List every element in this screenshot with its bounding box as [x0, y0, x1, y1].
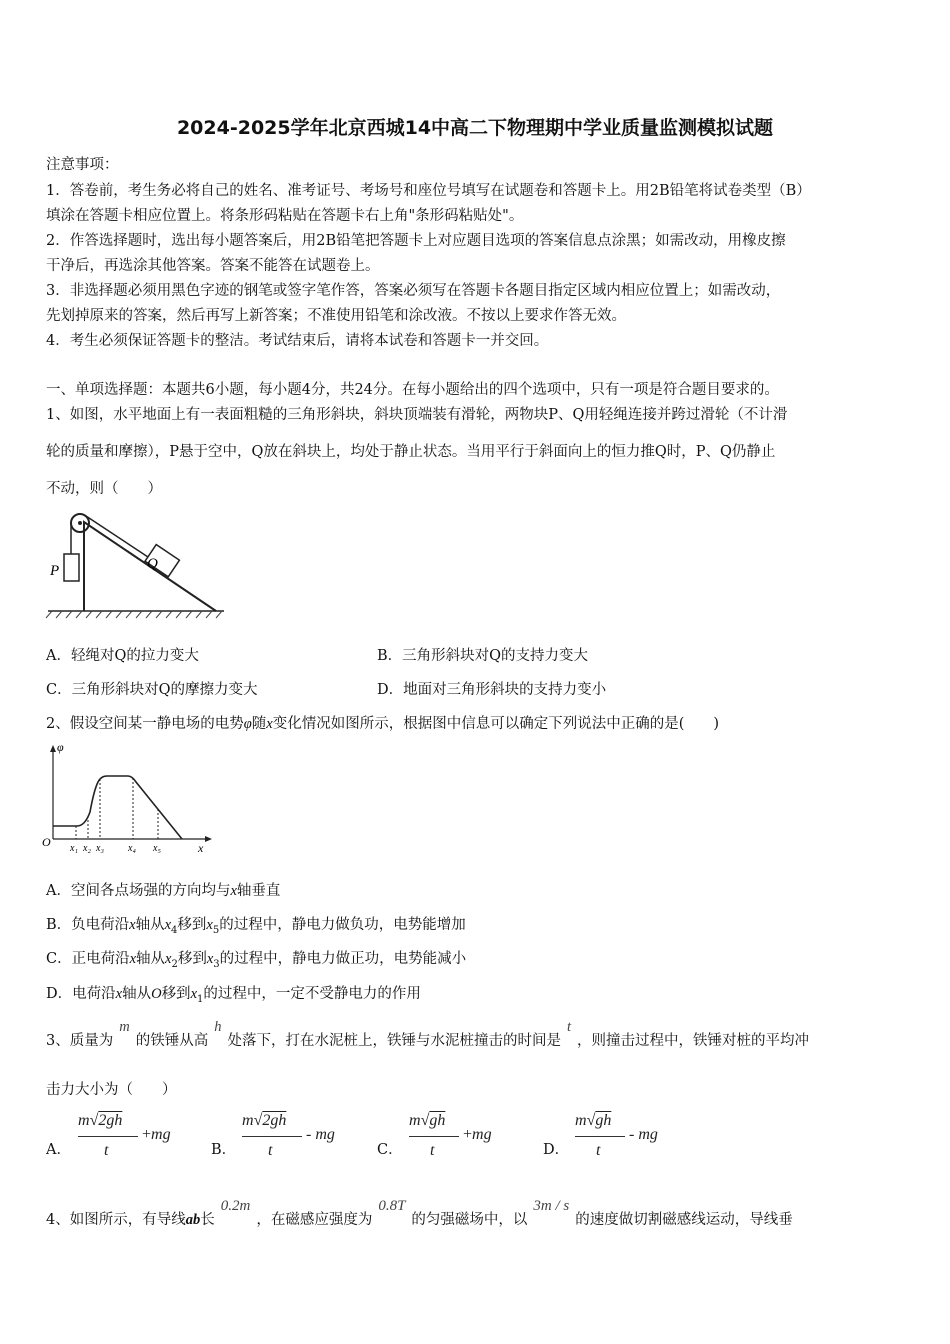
q1-stem-line: 1、如图，水平地面上有一表面粗糙的三角形斜块，斜块顶端装有滑轮，两物块P、Q用轻绳连接并跨过滑轮（不计滑: [46, 407, 788, 423]
notice-line: 1．答卷前，考生务必将自己的姓名、准考证号、考场号和座位号填写在试题卷和答题卡上。用2B铅笔将试卷类型（B）: [46, 183, 811, 199]
q3-option-d-formula[interactable]: m√gh t - mg: [575, 1112, 658, 1159]
label-q: Q: [147, 556, 158, 572]
potential-graph: [40, 742, 215, 854]
q3-option-c-formula[interactable]: m√gh t +mg: [409, 1112, 492, 1159]
q1-stem-line: 轮的质量和摩擦），P悬于空中，Q放在斜块上，均处于静止状态。当用平行于斜面向上的恒力推Q时，P、Q仍静止: [46, 444, 776, 460]
origin-label: O: [42, 835, 51, 849]
tick-x2: x₂: [83, 843, 91, 854]
tick-x3: x₃: [96, 843, 104, 854]
q4-stem: 4、如图所示，有导线ab长0.2m，在磁感应强度为0.8T的匀强磁场中，以3m / s的速度做切割磁感线运动，导线垂: [46, 1198, 793, 1228]
q2-option-d[interactable]: D．电荷沿x轴从O移到$x_1$的过程中，一定不受静电力的作用: [46, 986, 421, 1005]
q3-option-a-formula[interactable]: m√2gh t +mg: [78, 1112, 171, 1159]
q1-option-b[interactable]: B．三角形斜块对Q的支持力变大: [377, 648, 589, 664]
q3-stem-line2: 击力大小为（ ）: [46, 1082, 177, 1098]
q3-option-b-formula[interactable]: m√2gh t - mg: [242, 1112, 335, 1159]
tick-x5: x₅: [153, 843, 161, 854]
q3-option-c-label[interactable]: C．: [377, 1142, 403, 1158]
q1-option-a[interactable]: A．轻绳对Q的拉力变大: [46, 648, 199, 664]
section-heading: 一、单项选择题：本题共6小题，每小题4分，共24分。在每小题给出的四个选项中，只有一项是符合题目要求的。: [46, 382, 779, 398]
notice-line: 先划掉原来的答案，然后再写上新答案；不准使用铅笔和涂改液。不按以上要求作答无效。: [46, 308, 626, 324]
q2-option-c[interactable]: C．正电荷沿x轴从$x_2$移到$x_3$的过程中，静电力做正功，电势能减小: [46, 951, 467, 970]
q1-stem-line: 不动，则（ ）: [46, 481, 162, 497]
axis-x-label: x: [198, 841, 204, 854]
notice-line: 3．非选择题必须用黑色字迹的钢笔或签字笔作答，答案必须写在答题卡各题目指定区域内相应位置上；如需改动，: [46, 283, 781, 299]
q1-option-c[interactable]: C．三角形斜块对Q的摩擦力变大: [46, 682, 258, 698]
q2-option-a[interactable]: A．空间各点场强的方向均与x轴垂直: [46, 883, 281, 899]
q2-option-b[interactable]: B．负电荷沿x轴从$x_4$移到$x_5$的过程中，静电力做负功，电势能增加: [46, 917, 466, 936]
tick-x1: x₁: [70, 843, 78, 854]
notice-line: 4．考生必须保证答题卡的整洁。考试结束后，请将本试卷和答题卡一并交回。: [46, 333, 549, 349]
q3-option-a-label[interactable]: A．: [46, 1142, 71, 1158]
q1-option-d[interactable]: D．地面对三角形斜块的支持力变小: [377, 682, 607, 698]
tick-x4: x₄: [128, 843, 136, 854]
q3-option-b-label[interactable]: B．: [211, 1142, 237, 1158]
notice-heading: 注意事项：: [46, 157, 119, 173]
axis-phi-label: φ: [57, 742, 64, 754]
page-title: 2024-2025学年北京西城14中高二下物理期中学业质量监测模拟试题: [176, 117, 774, 139]
label-p: P: [50, 563, 60, 579]
q3-option-d-label[interactable]: D．: [543, 1142, 570, 1158]
q3-stem: 3、质量为m的铁锤从高h处落下，打在水泥桩上，铁锤与水泥桩撞击的时间是t，则撞击过程中，铁锤对桩的平均冲: [46, 1019, 809, 1049]
notice-line: 填涂在答题卡相应位置上。将条形码粘贴在答题卡右上角"条形码粘贴处"。: [46, 208, 524, 224]
notice-line: 干净后，再选涂其他答案。答案不能答在试题卷上。: [46, 258, 380, 274]
q2-stem: 2、假设空间某一静电场的电势φ随x变化情况如图所示，根据图中信息可以确定下列说法中正确的是( ): [46, 716, 720, 732]
notice-line: 2．作答选择题时，选出每小题答案后，用2B铅笔把答题卡上对应题目选项的答案信息点涂黑；如需改动，用橡皮擦: [46, 233, 786, 249]
incline-pulley-figure: [44, 508, 229, 620]
